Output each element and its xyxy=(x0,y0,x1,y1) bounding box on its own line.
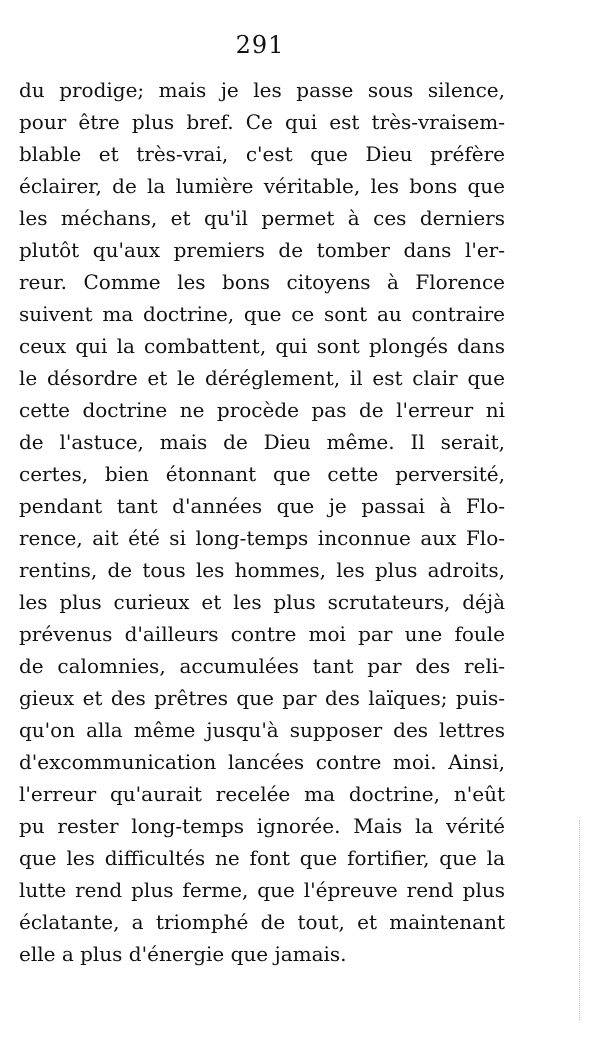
text-line: ceux qui la combattent, qui sont plongés dans xyxy=(19,334,505,358)
text-line: cette doctrine ne procède pas de l'erreur ni xyxy=(19,398,505,422)
text-line: plutôt qu'aux premiers de tomber dans l'er- xyxy=(19,238,505,262)
text-line: les plus curieux et les plus scrutateurs, déjà xyxy=(19,590,505,614)
margin-speckle xyxy=(579,820,582,1020)
text-line: rentins, de tous les hommes, les plus adroits, xyxy=(19,558,505,582)
text-line: lutte rend plus ferme, que l'épreuve rend plus xyxy=(19,878,505,902)
text-line: les méchans, et qu'il permet à ces derniers xyxy=(19,206,505,230)
text-line: blable et très-vrai, c'est que Dieu préfère xyxy=(19,142,505,166)
text-line: l'erreur qu'aurait recelée ma doctrine, n'eût xyxy=(19,782,505,806)
text-line: qu'on alla même jusqu'à supposer des lettres xyxy=(19,718,505,742)
text-line: pendant tant d'années que je passai à Flo- xyxy=(19,494,505,518)
text-line: éclairer, de la lumière véritable, les bons que xyxy=(19,174,505,198)
text-line: d'excommunication lancées contre moi. Ainsi, xyxy=(19,750,505,774)
text-line: rence, ait été si long-temps inconnue aux Flo- xyxy=(19,526,505,550)
text-line: elle a plus d'énergie que jamais. xyxy=(19,942,347,966)
text-line: pu rester long-temps ignorée. Mais la vérité xyxy=(19,814,505,838)
body-text xyxy=(19,74,505,970)
text-line: éclatante, a triomphé de tout, et maintenant xyxy=(19,910,505,934)
text-line: de l'astuce, mais de Dieu même. Il serait, xyxy=(19,430,505,454)
text-line: du prodige; mais je les passe sous silence, xyxy=(19,78,505,102)
text-line: que les difficultés ne font que fortifier, que la xyxy=(19,846,505,870)
text-line: suivent ma doctrine, que ce sont au contraire xyxy=(19,302,505,326)
text-line: gieux et des prêtres que par des laïques; puis- xyxy=(19,686,505,710)
page-number: 291 xyxy=(235,31,285,59)
text-line: reur. Comme les bons citoyens à Florence xyxy=(19,270,505,294)
text-line: certes, bien étonnant que cette perversité, xyxy=(19,462,505,486)
text-line: le désordre et le déréglement, il est clair que xyxy=(19,366,505,390)
text-line: de calomnies, accumulées tant par des reli- xyxy=(19,654,505,678)
text-line: prévenus d'ailleurs contre moi par une foule xyxy=(19,622,505,646)
text-line: pour être plus bref. Ce qui est très-vraisem- xyxy=(19,110,505,134)
